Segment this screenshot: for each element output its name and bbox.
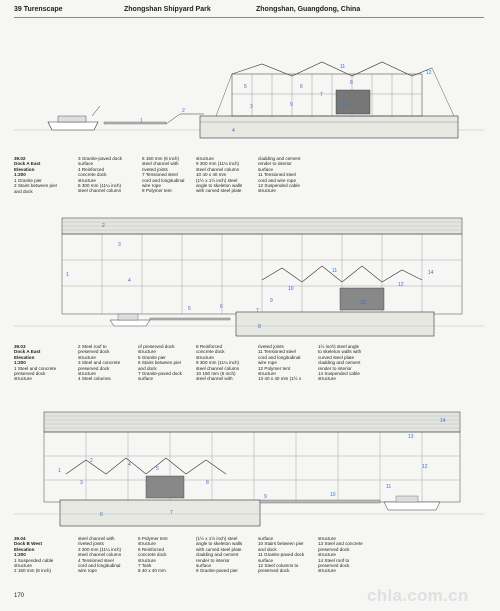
header-left: 39 Turenscape — [14, 6, 63, 13]
callout-1: 1 — [140, 118, 143, 124]
caption-col-03-6: 1½ inch) steel angle to skeleton walls with curved steel plate cladding and cement render to interior 14 Suspended cable structure — [318, 344, 362, 382]
caption-col-02-1: 1 Granite pier 2 Stairs between pier and dock — [14, 178, 58, 194]
callout-1: 1 — [58, 468, 61, 474]
caption-col-04-3: 5 Polymer tent structure 6 Reinforced concrete dock structure 7 Tank 8 40 x 40 mm — [138, 536, 168, 574]
callout-5: 5 — [156, 466, 159, 472]
callout-9: 9 — [270, 298, 273, 304]
callout-6: 6 — [100, 512, 103, 518]
callout-3: 3 — [80, 480, 83, 486]
callout-12: 12 — [426, 70, 432, 76]
caption-col-03-1: 39.03 Dock A East Elevation 1:200 1 Steel and concrete preserved dock structure — [14, 344, 57, 382]
callout-11: 11 — [340, 64, 346, 70]
callout-7: 7 — [256, 308, 259, 314]
callout-13: 13 — [408, 434, 414, 440]
caption-col-03-4: 8 Reinforced concrete dock structure 9 300 mm (11¼ inch) steel channel column 10 150 mm (6 inch) steel channel with — [196, 344, 240, 382]
callout-14: 14 — [428, 270, 434, 276]
callout-6: 6 — [300, 84, 303, 90]
callout-9: 9 — [264, 494, 267, 500]
callout-9: 9 — [290, 102, 293, 108]
callout-2: 2 — [102, 223, 105, 229]
callout-8: 8 — [258, 324, 261, 330]
caption-title-02: 39.02 Dock A East Elevation 1:200 — [14, 156, 41, 178]
caption-col-02-3: 6 150 mm (6 inch) steel channel with riveted joints 7 Tensioned steel cord and longitudinal wire rope 8 Polymer tent — [142, 156, 185, 194]
callout-8: 8 — [350, 80, 353, 86]
drawing-dock-a-east-02 — [0, 50, 500, 150]
callout-13: 13 — [360, 300, 366, 306]
caption-col-04-1: 39.04 Dock B West Elevation 1:200 1 Suspended cable structure 2 150 mm (6 inch) — [14, 536, 54, 574]
callout-10: 10 — [288, 286, 294, 292]
caption-col-03-5: riveted joints 11 Tensioned steel cord and longitudinal wire rope 12 Polymer tent structure 13 40 x 40 mm (1½ x — [258, 344, 302, 382]
callout-8: 8 — [206, 480, 209, 486]
caption-col-04-4: (1½ x 1½ inch) steel angle to skeleton walls with curved steel plate cladding and cement render to interior surface 9 Granite-paved pier — [196, 536, 243, 574]
callout-10: 10 — [342, 102, 348, 108]
callout-6: 6 — [220, 304, 223, 310]
callout-3: 3 — [118, 242, 121, 248]
callout-5: 5 — [188, 306, 191, 312]
callout-14: 14 — [440, 418, 446, 424]
callout-7: 7 — [170, 510, 173, 516]
header-center: Zhongshan Shipyard Park — [124, 6, 211, 13]
callout-4: 4 — [128, 278, 131, 284]
watermark: chla.com.cn — [367, 586, 469, 605]
callout-1: 1 — [66, 272, 69, 278]
caption-col-02-2: 3 Granite-paved dock surface 4 Reinforced concrete dock structure 5 300 mm (11¼ inch) steel channel column — [78, 156, 122, 194]
callout-7: 7 — [320, 92, 323, 98]
callout-12: 12 — [422, 464, 428, 470]
drawing-dock-b-west-04 — [0, 404, 500, 532]
header-rule — [14, 17, 484, 18]
header-right: Zhongshan, Guangdong, China — [256, 6, 361, 13]
callout-5: 5 — [244, 84, 247, 90]
drawing-dock-a-east-03 — [0, 212, 500, 340]
caption-col-04-2: steel channel with riveted joints 3 300 mm (11¼ inch) steel channel column 4 Tensioned steel cord and longitudinal wire rope — [78, 536, 122, 574]
callout-4: 4 — [128, 462, 131, 468]
callout-3: 3 — [250, 104, 253, 110]
caption-col-02-4: structure 9 300 mm (11¼ inch) steel channel column 10 40 x 40 mm (1½ x 1½ inch) steel angle to skeleton walls with curved steel plate — [196, 156, 243, 194]
caption-col-03-2: 2 Steel roof to preserved dock structure 3 Steel and concrete preserved dock structure 4 Steel columns — [78, 344, 121, 382]
caption-col-02-5: cladding and cement render to interior surface 11 Tensioned steel cord and wire rope 12 Suspended cable structure — [258, 156, 301, 194]
caption-col-04-6: structure 13 Steel and concrete preserved dock structure 14 Steel roof to preserved dock structure — [318, 536, 363, 574]
callout-11: 11 — [332, 268, 338, 274]
page-number: 170 — [14, 593, 25, 599]
callout-4: 4 — [232, 128, 235, 134]
callout-2: 2 — [90, 458, 93, 464]
callout-11: 11 — [386, 484, 392, 490]
callout-12: 12 — [398, 282, 404, 288]
caption-col-04-5: surface 10 Stairs between pier and dock 11 Granite-paved dock surface 12 Steel columns to preserved dock — [258, 536, 305, 574]
caption-col-03-3: of preserved dock structure 5 Granite pier 6 Stairs between pier and dock 7 Granite-paved dock surface — [138, 344, 182, 382]
callout-2: 2 — [182, 108, 185, 114]
callout-10: 10 — [330, 492, 336, 498]
